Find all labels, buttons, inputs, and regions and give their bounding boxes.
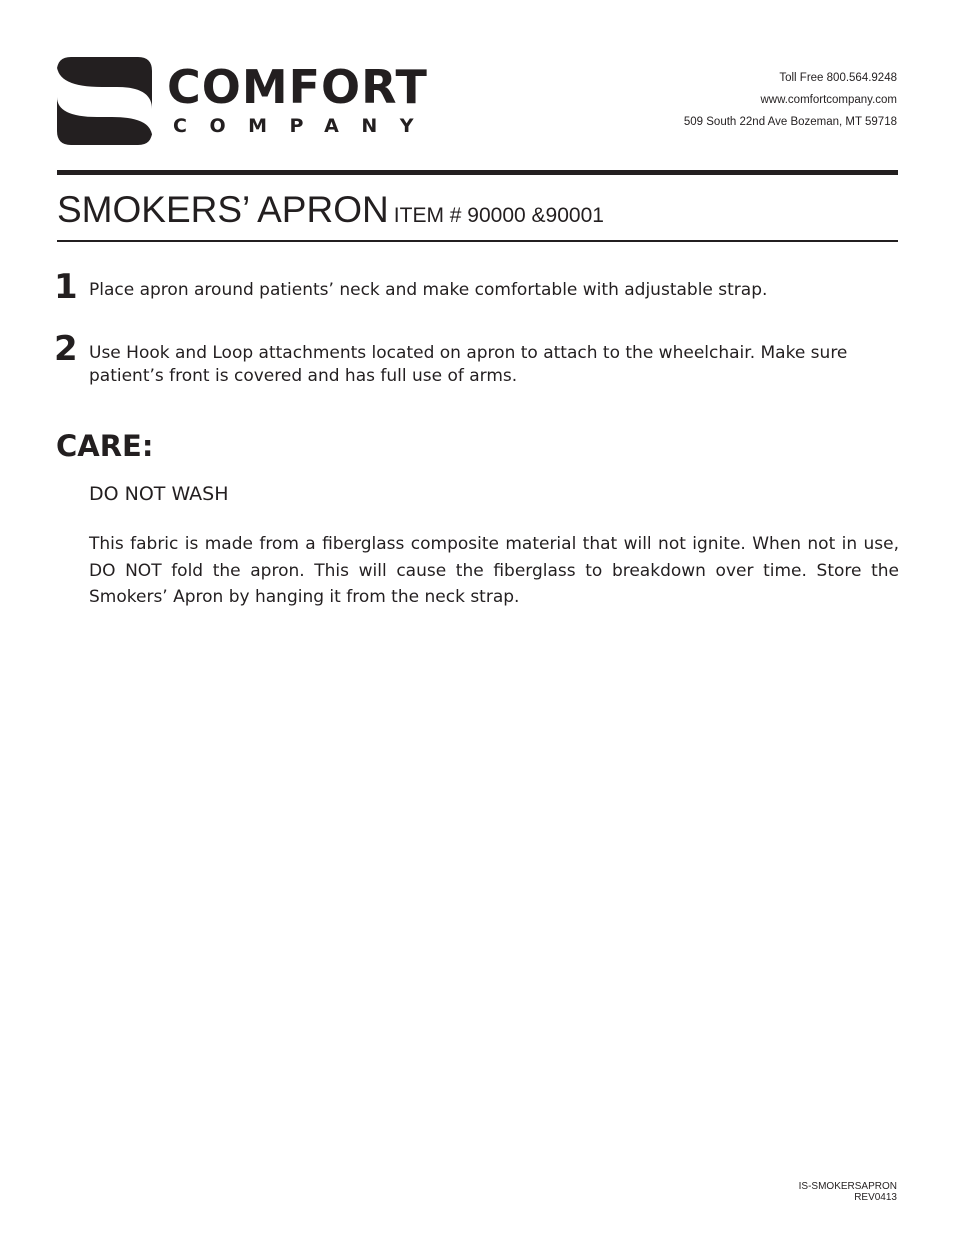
- care-instructions: This fabric is made from a fiberglass composite material that will not ignite. When not in use, DO NOT fold the apron. This will cause the fiberglass to breakdown over time. Store the Smokers’ Apron by hanging it from the neck strap.: [89, 534, 899, 607]
- logo-wordmark: COMFORT: [167, 60, 428, 114]
- logo-subtitle: COMPANY: [173, 115, 437, 137]
- product-title: SMOKERS’ APRON: [57, 189, 389, 230]
- website-link[interactable]: www.comfortcompany.com: [760, 94, 897, 106]
- contact-block: [684, 67, 897, 133]
- page-title: [57, 188, 604, 239]
- revision-code: REV0413: [854, 1192, 897, 1203]
- care-warning: DO NOT WASH: [89, 483, 229, 505]
- company-logo: [57, 57, 437, 145]
- step-text: Place apron around patients’ neck and make comfortable with adjustable strap.: [89, 280, 768, 300]
- step-number: 1: [54, 267, 78, 307]
- document-code: [799, 1181, 897, 1203]
- header-divider: [57, 170, 898, 175]
- step-number: 2: [54, 329, 78, 369]
- item-number: ITEM # 90000 &90001: [393, 204, 604, 227]
- doc-id: IS-SMOKERSAPRON: [798, 1181, 897, 1192]
- toll-free-number: Toll Free 800.564.9248: [779, 72, 897, 84]
- step-text: Use Hook and Loop attachments located on apron to attach to the wheelchair. Make sure patient’s front is covered and has full use of arms.: [89, 343, 848, 386]
- comfort-company-logo-icon: [57, 57, 152, 145]
- company-address: 509 South 22nd Ave Bozeman, MT 59718: [683, 116, 897, 128]
- care-heading: CARE:: [56, 429, 154, 463]
- title-divider: [57, 240, 898, 242]
